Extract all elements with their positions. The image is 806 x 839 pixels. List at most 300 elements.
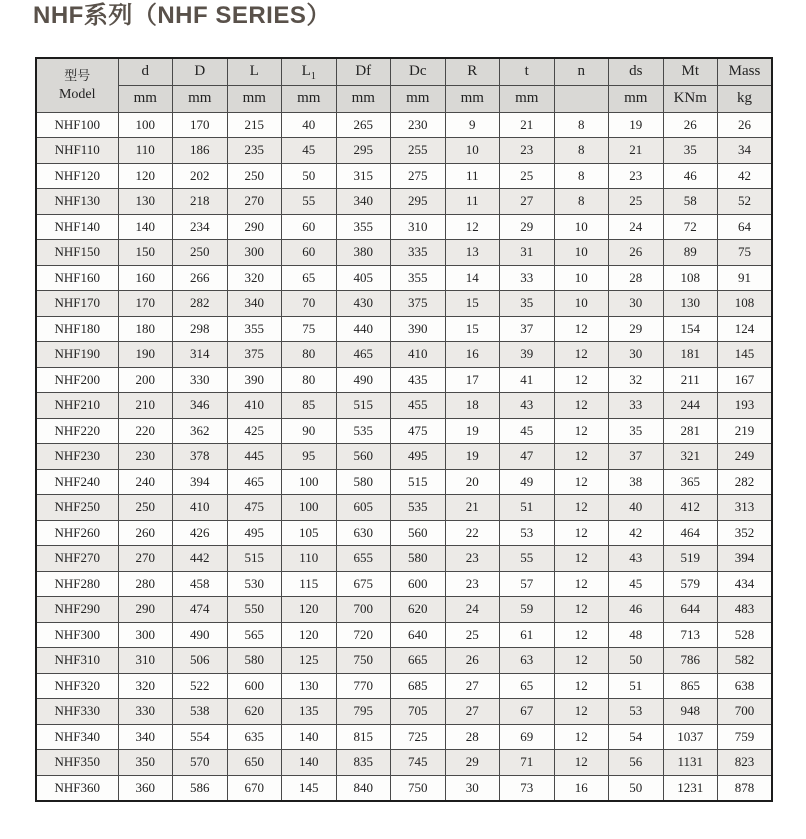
value-cell-l: 215: [227, 112, 282, 138]
value-cell-d: 350: [118, 750, 173, 776]
value-cell-l: 270: [227, 189, 282, 215]
value-cell-r: 19: [445, 444, 500, 470]
value-cell-d: 490: [173, 622, 228, 648]
value-cell-l1: 80: [282, 342, 337, 368]
value-cell-df: 380: [336, 240, 391, 266]
value-cell-n: 12: [554, 520, 609, 546]
value-cell-d: 250: [118, 495, 173, 521]
value-cell-df: 605: [336, 495, 391, 521]
value-cell-d: 330: [118, 699, 173, 725]
value-cell-df: 560: [336, 444, 391, 470]
value-cell-t: 47: [500, 444, 555, 470]
value-cell-l: 495: [227, 520, 282, 546]
value-cell-n: 12: [554, 495, 609, 521]
value-cell-mt: 26: [663, 112, 718, 138]
value-cell-mass: 528: [718, 622, 773, 648]
value-cell-mt: 644: [663, 597, 718, 623]
value-cell-ds: 26: [609, 240, 664, 266]
value-cell-n: 12: [554, 648, 609, 674]
value-cell-mt: 713: [663, 622, 718, 648]
value-cell-dc: 230: [391, 112, 446, 138]
value-cell-mass: 26: [718, 112, 773, 138]
value-cell-d: 282: [173, 291, 228, 317]
value-cell-n: 10: [554, 265, 609, 291]
value-cell-l1: 100: [282, 469, 337, 495]
unit-header-mt: KNm: [663, 85, 718, 112]
value-cell-mass: 282: [718, 469, 773, 495]
value-cell-l: 650: [227, 750, 282, 776]
value-cell-l1: 85: [282, 393, 337, 419]
value-cell-d: 410: [173, 495, 228, 521]
column-header-n: n: [554, 58, 609, 85]
table-row-nhf260: [36, 520, 772, 546]
value-cell-l: 235: [227, 138, 282, 164]
value-cell-dc: 295: [391, 189, 446, 215]
value-cell-df: 750: [336, 648, 391, 674]
value-cell-dc: 435: [391, 367, 446, 393]
value-cell-df: 340: [336, 189, 391, 215]
column-header-mass: Mass: [718, 58, 773, 85]
value-cell-n: 12: [554, 469, 609, 495]
value-cell-dc: 475: [391, 418, 446, 444]
value-cell-n: 12: [554, 622, 609, 648]
value-cell-d: 170: [118, 291, 173, 317]
model-cell: NHF110: [36, 138, 118, 164]
value-cell-l1: 75: [282, 316, 337, 342]
value-cell-l1: 135: [282, 699, 337, 725]
value-cell-df: 355: [336, 214, 391, 240]
value-cell-l: 620: [227, 699, 282, 725]
unit-header-n: [554, 85, 609, 112]
value-cell-r: 23: [445, 571, 500, 597]
value-cell-df: 720: [336, 622, 391, 648]
value-cell-d: 200: [118, 367, 173, 393]
value-cell-r: 20: [445, 469, 500, 495]
value-cell-t: 51: [500, 495, 555, 521]
table-row-nhf130: [36, 189, 772, 215]
value-cell-l: 425: [227, 418, 282, 444]
table-row-nhf170: [36, 291, 772, 317]
value-cell-d: 290: [118, 597, 173, 623]
model-cell: NHF200: [36, 367, 118, 393]
value-cell-dc: 515: [391, 469, 446, 495]
value-cell-r: 30: [445, 775, 500, 801]
value-cell-l1: 140: [282, 724, 337, 750]
table-row-nhf270: [36, 546, 772, 572]
model-header-en: Model: [58, 87, 96, 103]
value-cell-mt: 1131: [663, 750, 718, 776]
model-cell: NHF240: [36, 469, 118, 495]
value-cell-mt: 464: [663, 520, 718, 546]
value-cell-mt: 154: [663, 316, 718, 342]
value-cell-ds: 56: [609, 750, 664, 776]
value-cell-n: 12: [554, 750, 609, 776]
value-cell-dc: 275: [391, 163, 446, 189]
value-cell-d: 266: [173, 265, 228, 291]
value-cell-t: 61: [500, 622, 555, 648]
model-cell: NHF350: [36, 750, 118, 776]
column-header-df: Df: [336, 58, 391, 85]
value-cell-t: 63: [500, 648, 555, 674]
value-cell-df: 795: [336, 699, 391, 725]
value-cell-ds: 37: [609, 444, 664, 470]
value-cell-d: 160: [118, 265, 173, 291]
unit-header-l1: mm: [282, 85, 337, 112]
value-cell-d: 538: [173, 699, 228, 725]
value-cell-mt: 130: [663, 291, 718, 317]
page-title: NHF系列（NHF SERIES）: [33, 2, 331, 29]
value-cell-dc: 665: [391, 648, 446, 674]
table-row-nhf190: [36, 342, 772, 368]
value-cell-t: 45: [500, 418, 555, 444]
value-cell-l1: 115: [282, 571, 337, 597]
value-cell-dc: 745: [391, 750, 446, 776]
value-cell-d: 298: [173, 316, 228, 342]
value-cell-df: 430: [336, 291, 391, 317]
value-cell-l: 565: [227, 622, 282, 648]
value-cell-l: 375: [227, 342, 282, 368]
value-cell-mt: 72: [663, 214, 718, 240]
table-row-nhf200: [36, 367, 772, 393]
value-cell-mt: 89: [663, 240, 718, 266]
value-cell-r: 14: [445, 265, 500, 291]
value-cell-df: 265: [336, 112, 391, 138]
value-cell-n: 12: [554, 316, 609, 342]
value-cell-ds: 51: [609, 673, 664, 699]
value-cell-d: 130: [118, 189, 173, 215]
value-cell-mt: 865: [663, 673, 718, 699]
value-cell-t: 43: [500, 393, 555, 419]
value-cell-n: 12: [554, 673, 609, 699]
value-cell-mt: 244: [663, 393, 718, 419]
value-cell-t: 65: [500, 673, 555, 699]
value-cell-l1: 70: [282, 291, 337, 317]
model-cell: NHF220: [36, 418, 118, 444]
table-row-nhf230: [36, 444, 772, 470]
model-cell: NHF140: [36, 214, 118, 240]
value-cell-d: 120: [118, 163, 173, 189]
value-cell-d: 220: [118, 418, 173, 444]
value-cell-r: 27: [445, 673, 500, 699]
value-cell-l1: 55: [282, 189, 337, 215]
value-cell-d: 110: [118, 138, 173, 164]
value-cell-ds: 45: [609, 571, 664, 597]
value-cell-ds: 23: [609, 163, 664, 189]
value-cell-t: 33: [500, 265, 555, 291]
model-cell: NHF320: [36, 673, 118, 699]
value-cell-df: 440: [336, 316, 391, 342]
value-cell-ds: 48: [609, 622, 664, 648]
value-cell-dc: 355: [391, 265, 446, 291]
value-cell-mt: 211: [663, 367, 718, 393]
value-cell-l: 515: [227, 546, 282, 572]
model-cell: NHF310: [36, 648, 118, 674]
value-cell-df: 580: [336, 469, 391, 495]
value-cell-mt: 1231: [663, 775, 718, 801]
value-cell-mass: 249: [718, 444, 773, 470]
value-cell-ds: 50: [609, 648, 664, 674]
value-cell-t: 31: [500, 240, 555, 266]
value-cell-mt: 786: [663, 648, 718, 674]
value-cell-l: 635: [227, 724, 282, 750]
value-cell-n: 16: [554, 775, 609, 801]
model-cell: NHF340: [36, 724, 118, 750]
value-cell-d: 270: [118, 546, 173, 572]
value-cell-r: 10: [445, 138, 500, 164]
value-cell-ds: 19: [609, 112, 664, 138]
value-cell-l: 530: [227, 571, 282, 597]
value-cell-ds: 25: [609, 189, 664, 215]
value-cell-d: 250: [173, 240, 228, 266]
value-cell-d: 234: [173, 214, 228, 240]
nhf-series-table: [35, 57, 773, 802]
value-cell-n: 12: [554, 418, 609, 444]
value-cell-n: 8: [554, 138, 609, 164]
value-cell-ds: 40: [609, 495, 664, 521]
value-cell-t: 39: [500, 342, 555, 368]
header-row-names: [36, 58, 772, 85]
value-cell-dc: 455: [391, 393, 446, 419]
table-header: [36, 58, 772, 112]
model-cell: NHF210: [36, 393, 118, 419]
value-cell-d: 554: [173, 724, 228, 750]
value-cell-r: 12: [445, 214, 500, 240]
value-cell-r: 19: [445, 418, 500, 444]
value-cell-l: 465: [227, 469, 282, 495]
unit-header-d: mm: [118, 85, 173, 112]
value-cell-l1: 130: [282, 673, 337, 699]
value-cell-d: 362: [173, 418, 228, 444]
value-cell-ds: 54: [609, 724, 664, 750]
value-cell-dc: 375: [391, 291, 446, 317]
value-cell-n: 12: [554, 546, 609, 572]
value-cell-dc: 705: [391, 699, 446, 725]
value-cell-r: 24: [445, 597, 500, 623]
value-cell-r: 11: [445, 163, 500, 189]
value-cell-df: 535: [336, 418, 391, 444]
value-cell-df: 315: [336, 163, 391, 189]
value-cell-dc: 640: [391, 622, 446, 648]
table-row-nhf290: [36, 597, 772, 623]
value-cell-mass: 878: [718, 775, 773, 801]
value-cell-d: 240: [118, 469, 173, 495]
unit-header-t: mm: [500, 85, 555, 112]
column-header-mt: Mt: [663, 58, 718, 85]
value-cell-r: 26: [445, 648, 500, 674]
value-cell-d: 210: [118, 393, 173, 419]
value-cell-df: 700: [336, 597, 391, 623]
value-cell-l1: 60: [282, 214, 337, 240]
value-cell-n: 10: [554, 291, 609, 317]
value-cell-r: 17: [445, 367, 500, 393]
value-cell-df: 840: [336, 775, 391, 801]
value-cell-d: 360: [118, 775, 173, 801]
value-cell-mt: 46: [663, 163, 718, 189]
value-cell-r: 11: [445, 189, 500, 215]
value-cell-dc: 600: [391, 571, 446, 597]
value-cell-d: 506: [173, 648, 228, 674]
value-cell-r: 21: [445, 495, 500, 521]
value-cell-mass: 483: [718, 597, 773, 623]
value-cell-ds: 42: [609, 520, 664, 546]
value-cell-n: 8: [554, 189, 609, 215]
value-cell-mt: 181: [663, 342, 718, 368]
value-cell-mass: 219: [718, 418, 773, 444]
value-cell-n: 12: [554, 367, 609, 393]
model-cell: NHF120: [36, 163, 118, 189]
value-cell-r: 27: [445, 699, 500, 725]
value-cell-ds: 33: [609, 393, 664, 419]
value-cell-ds: 32: [609, 367, 664, 393]
value-cell-l: 390: [227, 367, 282, 393]
value-cell-r: 16: [445, 342, 500, 368]
column-header-r: R: [445, 58, 500, 85]
table-row-nhf210: [36, 393, 772, 419]
value-cell-r: 28: [445, 724, 500, 750]
value-cell-n: 12: [554, 724, 609, 750]
value-cell-l1: 100: [282, 495, 337, 521]
value-cell-l1: 80: [282, 367, 337, 393]
unit-header-dc: mm: [391, 85, 446, 112]
value-cell-df: 295: [336, 138, 391, 164]
value-cell-dc: 495: [391, 444, 446, 470]
value-cell-ds: 30: [609, 342, 664, 368]
value-cell-n: 10: [554, 240, 609, 266]
value-cell-mt: 519: [663, 546, 718, 572]
value-cell-d: 260: [118, 520, 173, 546]
value-cell-d: 426: [173, 520, 228, 546]
value-cell-mt: 1037: [663, 724, 718, 750]
value-cell-mass: 394: [718, 546, 773, 572]
model-cell: NHF230: [36, 444, 118, 470]
value-cell-r: 13: [445, 240, 500, 266]
value-cell-mass: 700: [718, 699, 773, 725]
value-cell-ds: 29: [609, 316, 664, 342]
value-cell-l1: 50: [282, 163, 337, 189]
value-cell-t: 29: [500, 214, 555, 240]
value-cell-l1: 125: [282, 648, 337, 674]
value-cell-df: 770: [336, 673, 391, 699]
value-cell-l: 600: [227, 673, 282, 699]
value-cell-t: 49: [500, 469, 555, 495]
value-cell-mt: 579: [663, 571, 718, 597]
model-cell: NHF360: [36, 775, 118, 801]
value-cell-mass: 582: [718, 648, 773, 674]
value-cell-r: 29: [445, 750, 500, 776]
value-cell-ds: 21: [609, 138, 664, 164]
value-cell-d: 186: [173, 138, 228, 164]
model-header-cn: 型号: [64, 68, 91, 84]
value-cell-n: 12: [554, 393, 609, 419]
table-row-nhf100: [36, 112, 772, 138]
value-cell-df: 655: [336, 546, 391, 572]
model-cell: NHF150: [36, 240, 118, 266]
value-cell-ds: 24: [609, 214, 664, 240]
table-row-nhf150: [36, 240, 772, 266]
model-cell: NHF280: [36, 571, 118, 597]
value-cell-mass: 352: [718, 520, 773, 546]
table-row-nhf300: [36, 622, 772, 648]
value-cell-mt: 365: [663, 469, 718, 495]
value-cell-r: 23: [445, 546, 500, 572]
value-cell-ds: 43: [609, 546, 664, 572]
value-cell-mass: 75: [718, 240, 773, 266]
value-cell-ds: 30: [609, 291, 664, 317]
value-cell-d: 300: [118, 622, 173, 648]
unit-header-ds: mm: [609, 85, 664, 112]
value-cell-ds: 53: [609, 699, 664, 725]
value-cell-dc: 535: [391, 495, 446, 521]
value-cell-t: 25: [500, 163, 555, 189]
model-cell: NHF170: [36, 291, 118, 317]
value-cell-t: 53: [500, 520, 555, 546]
value-cell-df: 490: [336, 367, 391, 393]
value-cell-mass: 124: [718, 316, 773, 342]
value-cell-ds: 46: [609, 597, 664, 623]
header-row-units: [36, 85, 772, 112]
value-cell-mass: 145: [718, 342, 773, 368]
value-cell-d: 320: [118, 673, 173, 699]
column-header-l1: $L_1$: [282, 58, 337, 85]
value-cell-df: 675: [336, 571, 391, 597]
value-cell-t: 35: [500, 291, 555, 317]
value-cell-t: 57: [500, 571, 555, 597]
value-cell-d: 340: [118, 724, 173, 750]
model-cell: NHF260: [36, 520, 118, 546]
value-cell-mt: 58: [663, 189, 718, 215]
value-cell-d: 378: [173, 444, 228, 470]
table-row-nhf340: [36, 724, 772, 750]
value-cell-d: 230: [118, 444, 173, 470]
value-cell-dc: 750: [391, 775, 446, 801]
value-cell-t: 27: [500, 189, 555, 215]
column-header-d: D: [173, 58, 228, 85]
value-cell-r: 18: [445, 393, 500, 419]
value-cell-t: 55: [500, 546, 555, 572]
value-cell-n: 12: [554, 571, 609, 597]
column-header-t: t: [500, 58, 555, 85]
value-cell-l: 670: [227, 775, 282, 801]
unit-header-df: mm: [336, 85, 391, 112]
unit-header-mass: kg: [718, 85, 773, 112]
value-cell-dc: 335: [391, 240, 446, 266]
value-cell-d: 218: [173, 189, 228, 215]
value-cell-l1: 90: [282, 418, 337, 444]
value-cell-l1: 110: [282, 546, 337, 572]
value-cell-n: 8: [554, 112, 609, 138]
value-cell-d: 474: [173, 597, 228, 623]
table-row-nhf180: [36, 316, 772, 342]
model-cell: NHF330: [36, 699, 118, 725]
value-cell-mt: 108: [663, 265, 718, 291]
table-row-nhf240: [36, 469, 772, 495]
table-row-nhf350: [36, 750, 772, 776]
value-cell-l: 410: [227, 393, 282, 419]
value-cell-df: 815: [336, 724, 391, 750]
model-cell: NHF160: [36, 265, 118, 291]
value-cell-t: 41: [500, 367, 555, 393]
value-cell-l1: 120: [282, 597, 337, 623]
value-cell-d: 314: [173, 342, 228, 368]
column-header-ds: ds: [609, 58, 664, 85]
table-row-nhf360: [36, 775, 772, 801]
value-cell-t: 69: [500, 724, 555, 750]
value-cell-n: 12: [554, 597, 609, 623]
value-cell-d: 346: [173, 393, 228, 419]
model-cell: NHF190: [36, 342, 118, 368]
value-cell-df: 405: [336, 265, 391, 291]
table-row-nhf120: [36, 163, 772, 189]
